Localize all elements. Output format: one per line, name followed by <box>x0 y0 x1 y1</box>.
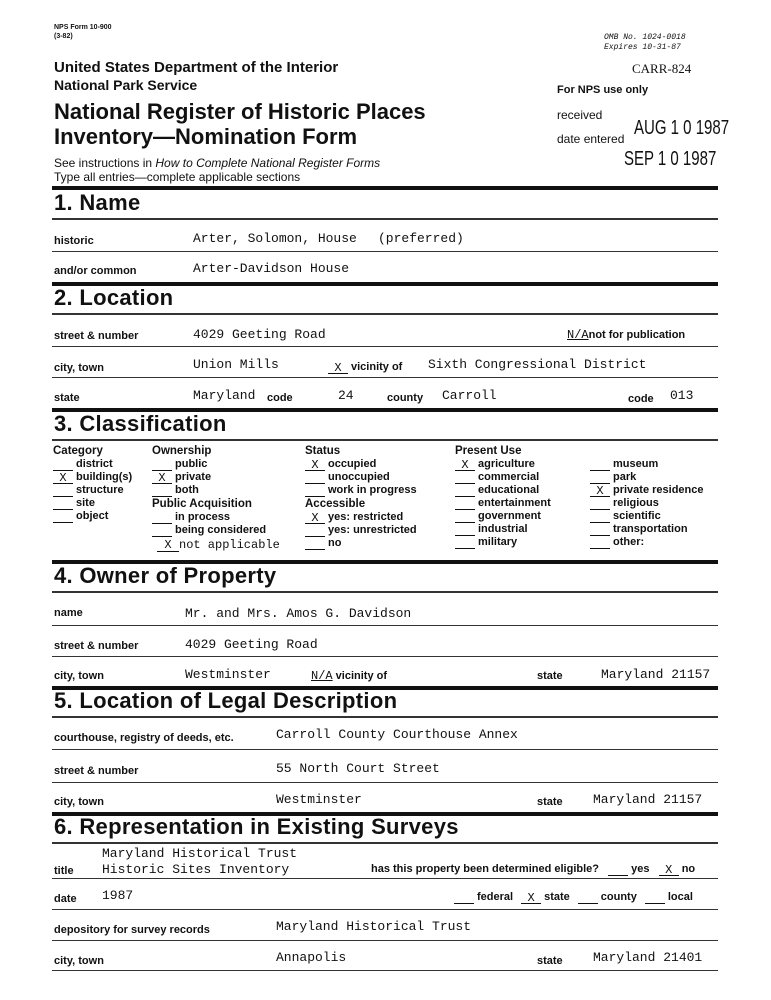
checkbox-mark[interactable]: X <box>305 460 325 471</box>
checkbox-mark[interactable]: X <box>305 513 325 524</box>
checkbox-item[interactable] <box>590 458 704 471</box>
common-label: and/or common <box>54 265 137 277</box>
form-number: NPS Form 10-900 <box>54 24 112 31</box>
county-label: county <box>387 392 424 404</box>
checkbox-mark[interactable] <box>455 512 475 523</box>
checkbox-item[interactable] <box>590 484 704 497</box>
yes-mark[interactable] <box>608 865 628 876</box>
checkbox-mark[interactable] <box>455 486 475 497</box>
category-heading: Category <box>53 445 103 457</box>
checkbox-mark[interactable] <box>53 460 73 471</box>
divider <box>52 439 718 441</box>
form-title-line1: National Register of Historic Places <box>54 99 426 124</box>
survey-levels <box>454 891 701 904</box>
depository-state: Maryland 21401 <box>593 950 703 965</box>
street-value: 4029 Geeting Road <box>193 327 326 342</box>
checkbox-item[interactable] <box>152 524 266 537</box>
owner-name: Mr. and Mrs. Amos G. Davidson <box>185 606 412 621</box>
checkbox-item[interactable] <box>152 484 211 497</box>
no-label: no <box>681 863 696 875</box>
checkbox-item[interactable] <box>590 536 704 549</box>
checkbox-label: building(s) <box>76 471 133 483</box>
not-for-publication <box>567 329 685 343</box>
checkbox-item[interactable] <box>53 458 132 471</box>
checkbox-label: in process <box>175 511 231 523</box>
checkbox-label: occupied <box>328 458 377 470</box>
vicinity <box>328 361 402 374</box>
present-use-heading: Present Use <box>455 445 522 457</box>
survey-date: 1987 <box>102 888 134 903</box>
checkbox-item[interactable] <box>305 471 417 484</box>
checkbox-label: structure <box>76 484 124 496</box>
checkbox-item[interactable] <box>590 471 704 484</box>
legal-street: 55 North Court Street <box>276 761 440 776</box>
checkbox-item[interactable] <box>645 891 693 903</box>
instructions-title: How to Complete National Register Forms <box>155 156 381 170</box>
checkbox-mark[interactable] <box>590 460 610 471</box>
checkbox-mark[interactable]: X <box>590 486 610 497</box>
checkbox-label: entertainment <box>478 497 551 509</box>
instructions <box>54 156 380 170</box>
survey-date-label: date <box>54 893 77 905</box>
owner-city: Westminster <box>185 667 271 682</box>
acquisition-heading: Public Acquisition <box>152 498 252 510</box>
checkbox-label: local <box>667 891 693 903</box>
date-stamp-1: AUG 1 0 1987 <box>634 117 730 139</box>
checkbox-label: both <box>175 484 199 496</box>
code-label: code <box>267 392 293 404</box>
divider <box>52 716 718 718</box>
section-1-title: 1. Name <box>54 190 141 215</box>
checkbox-label: religious <box>613 497 659 509</box>
date-stamp-2: SEP 1 0 1987 <box>624 148 717 170</box>
checkbox-mark[interactable] <box>455 473 475 484</box>
depository-value: Maryland Historical Trust <box>276 919 472 934</box>
checkbox-label: other: <box>613 536 645 548</box>
checkbox-mark[interactable]: X <box>152 473 172 484</box>
checkbox-item[interactable] <box>305 484 417 497</box>
agency: National Park Service <box>54 77 198 93</box>
survey-title-line1: Maryland Historical Trust <box>102 846 298 861</box>
reference-number: CARR-824 <box>632 61 692 76</box>
checkbox-label: yes: unrestricted <box>328 524 417 536</box>
survey-title-line2: Historic Sites Inventory <box>102 862 290 877</box>
depository-city-label: city, town <box>54 955 104 967</box>
divider <box>52 842 718 844</box>
checkbox-label: commercial <box>478 471 540 483</box>
no-mark[interactable]: X <box>659 865 679 876</box>
divider <box>52 218 718 220</box>
depository-label: depository for survey records <box>54 924 210 936</box>
present-use-column <box>455 445 551 549</box>
checkbox-label: federal <box>477 891 514 903</box>
county-code-label: code <box>628 393 654 405</box>
legal-city: Westminster <box>276 792 362 807</box>
checkbox-mark[interactable] <box>590 512 610 523</box>
nfp-label: not for publication <box>588 329 686 341</box>
section-divider <box>52 186 718 190</box>
checkbox-item[interactable] <box>53 484 132 497</box>
not-applicable-mark: X <box>157 539 179 552</box>
checkbox-mark[interactable] <box>305 486 325 497</box>
checkbox-item[interactable] <box>455 497 551 510</box>
section-2-title: 2. Location <box>54 285 174 310</box>
category-column <box>53 445 132 523</box>
checkbox-label: public <box>175 458 208 470</box>
status-column <box>305 445 417 497</box>
checkbox-mark[interactable] <box>590 499 610 510</box>
checkbox-mark[interactable] <box>590 525 610 536</box>
checkbox-mark[interactable] <box>590 473 610 484</box>
checkbox-mark[interactable] <box>53 486 73 497</box>
underline <box>52 878 718 879</box>
form-title-line2: Inventory—Nomination Form <box>54 124 358 149</box>
checkbox-label: private residence <box>613 484 704 496</box>
checkbox-label: being considered <box>175 524 267 536</box>
checkbox-mark[interactable]: X <box>53 473 73 484</box>
courthouse-value: Carroll County Courthouse Annex <box>276 727 518 742</box>
instructions-text: See instructions in <box>54 156 156 170</box>
checkbox-mark[interactable] <box>578 893 598 904</box>
checkbox-label: state <box>544 891 570 903</box>
survey-title-label: title <box>54 865 74 877</box>
section-3-title: 3. Classification <box>54 411 227 436</box>
underline <box>52 940 718 941</box>
checkbox-mark[interactable]: X <box>521 893 541 904</box>
accessible-column <box>305 498 417 550</box>
section-5-title: 5. Location of Legal Description <box>54 688 398 713</box>
not-applicable-label: not applicable <box>179 538 280 552</box>
not-applicable <box>157 538 280 552</box>
underline <box>52 377 718 378</box>
owner-state-label: state <box>537 670 563 682</box>
county-code: 013 <box>670 388 694 403</box>
underline <box>52 251 718 252</box>
checkbox-item[interactable] <box>152 511 266 524</box>
checkbox-label: district <box>76 458 113 470</box>
checkbox-item[interactable] <box>590 510 704 523</box>
city-value: Union Mills <box>193 357 279 372</box>
owner-vicinity <box>311 670 387 684</box>
checkbox-item[interactable] <box>305 524 417 537</box>
legal-city-label: city, town <box>54 796 104 808</box>
underline <box>52 625 718 626</box>
checkbox-mark[interactable] <box>645 893 665 904</box>
checkbox-mark[interactable] <box>590 538 610 549</box>
checkbox-label: industrial <box>478 523 528 535</box>
owner-street-label: street & number <box>54 640 139 652</box>
state-code: 24 <box>338 388 354 403</box>
checkbox-item[interactable] <box>53 471 132 484</box>
checkbox-item[interactable] <box>53 497 132 510</box>
checkbox-item[interactable] <box>305 537 417 550</box>
type-instructions: Type all entries—complete applicable sections <box>54 170 301 184</box>
nps-use-only: For NPS use only <box>557 84 649 96</box>
nfp-value: N/A <box>567 328 589 342</box>
courthouse-label: courthouse, registry of deeds, etc. <box>54 732 234 744</box>
department: United States Department of the Interior <box>54 59 339 76</box>
district-value: Sixth Congressional District <box>428 357 647 372</box>
yes-label: yes <box>631 863 650 875</box>
checkbox-label: site <box>76 497 95 509</box>
owner-state: Maryland 21157 <box>601 667 711 682</box>
legal-street-label: street & number <box>54 765 139 777</box>
checkbox-item[interactable] <box>454 891 513 903</box>
underline <box>52 749 718 750</box>
expires: Expires 10-31-87 <box>604 43 681 52</box>
owner-street: 4029 Geeting Road <box>185 637 318 652</box>
checkbox-label: military <box>478 536 518 548</box>
section-4-title: 4. Owner of Property <box>54 563 277 588</box>
checkbox-item[interactable] <box>590 497 704 510</box>
checkbox-item[interactable] <box>455 510 551 523</box>
checkbox-mark[interactable] <box>152 486 172 497</box>
eligible-question: has this property been determined eligible? <box>371 863 599 875</box>
depository-city: Annapolis <box>276 950 347 965</box>
checkbox-item[interactable] <box>152 458 211 471</box>
owner-vicinity-value: N/A <box>311 669 333 683</box>
checkbox-item[interactable] <box>590 523 704 536</box>
checkbox-label: county <box>600 891 637 903</box>
checkbox-label: yes: restricted <box>328 511 404 523</box>
vicinity-label: vicinity of <box>351 361 403 373</box>
checkbox-mark[interactable] <box>53 499 73 510</box>
depository-state-label: state <box>537 955 563 967</box>
checkbox-mark[interactable] <box>455 525 475 536</box>
ownership-column <box>152 445 211 497</box>
date-entered-label: date entered <box>557 132 625 146</box>
checkbox-mark[interactable] <box>305 526 325 537</box>
checkbox-item[interactable] <box>578 891 637 903</box>
accessible-heading: Accessible <box>305 498 366 510</box>
checkbox-label: park <box>613 471 637 483</box>
checkbox-mark[interactable] <box>152 526 172 537</box>
owner-city-label: city, town <box>54 670 104 682</box>
present-use-column-2 <box>590 458 704 549</box>
checkbox-mark[interactable] <box>53 512 73 523</box>
checkbox-mark[interactable] <box>454 893 474 904</box>
vicinity-mark: X <box>328 363 348 374</box>
state-label: state <box>54 392 80 404</box>
section-6-title: 6. Representation in Existing Surveys <box>54 814 459 839</box>
checkbox-item[interactable] <box>305 458 417 471</box>
checkbox-mark[interactable] <box>455 538 475 549</box>
omb-number: OMB No. 1024-0018 <box>604 33 686 42</box>
checkbox-label: work in progress <box>328 484 417 496</box>
received-label: received <box>557 108 603 122</box>
owner-vicinity-label: vicinity of <box>335 670 388 682</box>
street-label: street & number <box>54 330 139 342</box>
checkbox-mark[interactable] <box>305 473 325 484</box>
underline <box>52 970 718 971</box>
common-name: Arter-Davidson House <box>193 261 350 276</box>
checkbox-item[interactable] <box>455 471 551 484</box>
checkbox-label: scientific <box>613 510 661 522</box>
divider <box>52 591 718 593</box>
checkbox-item[interactable] <box>455 458 551 471</box>
checkbox-label: government <box>478 510 541 522</box>
eligibility <box>371 863 695 876</box>
underline <box>52 782 718 783</box>
checkbox-mark[interactable] <box>455 499 475 510</box>
underline <box>52 346 718 347</box>
historic-label: historic <box>54 235 94 247</box>
checkbox-item[interactable] <box>305 511 417 524</box>
legal-state-label: state <box>537 796 563 808</box>
underline <box>52 656 718 657</box>
legal-state: Maryland 21157 <box>593 792 703 807</box>
state-value: Maryland <box>193 388 256 403</box>
checkbox-label: no <box>328 537 342 549</box>
checkbox-label: unoccupied <box>328 471 390 483</box>
checkbox-item[interactable] <box>455 484 551 497</box>
preferred-note: (preferred) <box>378 231 464 246</box>
checkbox-item[interactable] <box>152 471 211 484</box>
underline <box>52 909 718 910</box>
checkbox-item[interactable] <box>521 891 570 903</box>
checkbox-label: museum <box>613 458 659 470</box>
checkbox-label: private <box>175 471 212 483</box>
checkbox-item[interactable] <box>53 510 132 523</box>
checkbox-label: object <box>76 510 109 522</box>
checkbox-label: educational <box>478 484 540 496</box>
county-value: Carroll <box>442 388 497 403</box>
status-heading: Status <box>305 445 341 457</box>
form-date: (3-82) <box>54 33 73 40</box>
acquisition-column <box>152 498 266 537</box>
checkbox-item[interactable] <box>455 523 551 536</box>
divider <box>52 313 718 315</box>
checkbox-item[interactable] <box>455 536 551 549</box>
city-label: city, town <box>54 362 104 374</box>
historic-name: Arter, Solomon, House <box>193 231 357 246</box>
checkbox-mark[interactable] <box>305 539 325 550</box>
ownership-heading: Ownership <box>152 445 212 457</box>
owner-name-label: name <box>54 607 83 619</box>
checkbox-label: transportation <box>613 523 688 535</box>
checkbox-mark[interactable] <box>152 513 172 524</box>
checkbox-mark[interactable]: X <box>455 460 475 471</box>
checkbox-mark[interactable] <box>152 460 172 471</box>
checkbox-label: agriculture <box>478 458 535 470</box>
